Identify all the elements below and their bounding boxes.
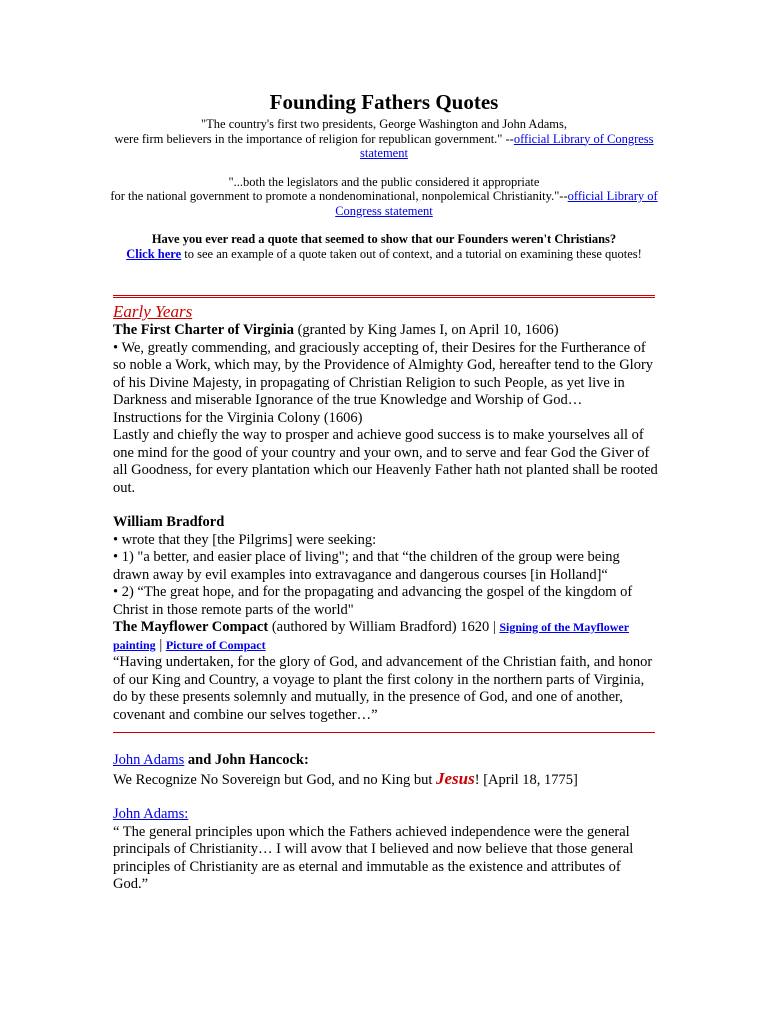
virginia-charter-title [113,322,658,340]
adams-hancock-title [113,752,658,770]
section-divider-bottom [113,732,655,733]
instructions-quote: Lastly and chiefly the way to prosper and achieve good success is to make yourselves all of one mind for the good of your country and your own, and to serve and fear God the Giver of all Goodness, for every plantation which our Heavenly Father hath not planted shall be rooted out. [113,427,658,496]
loc-statement-link-1[interactable]: official Library of Congress statement [360,131,654,160]
loc-statement-link-2[interactable]: official Library of Congress statement [335,189,658,218]
section-divider-top [113,295,655,298]
loc-quote-2-line1: "...both the legislators and the public considered it appropriate [228,174,540,189]
adams-hancock-text-before: We Recognize No Sovereign but God, and no King but [113,771,437,788]
compact-separator: | [155,636,166,653]
charter-quote: • We, greatly commending, and graciously accepting of, their Desires for the Furtherance of so noble a Work, which may, by the Providence of Almighty God, hereafter tend to the Glory of his Divine Majesty, in propagating of Christian Religion to such People, as yet live in Darkness and miserable Ignorance of the true Knowledge and Worship of God… [113,339,654,408]
bradford-name: William Bradford [113,514,225,530]
loc-quote-1 [100,117,668,161]
instructions-title: Instructions for the Virginia Colony (1606) [113,409,363,426]
loc-quote-2-line2: for the national government to promote a nondenominational, nonpolemical Christianity."-- [110,189,568,203]
adams-quotes [113,752,658,894]
click-here-link[interactable]: Click here [126,246,182,261]
compact-picture-link[interactable]: Picture of Compact [165,637,266,652]
jesus-emphasis: Jesus [436,768,475,788]
section-heading-early-years: Early Years [113,302,193,321]
out-of-context-callout [100,232,668,261]
adams-title [113,806,658,824]
compact-quote: “Having undertaken, for the glory of God, and advancement of the Christian faith, and honor of our King and Country, a voyage to plant the first colony in the northern parts of Virginia, do by these presents solemnly and mutually, in the presence of God, and one of another, covenant and combine our selves together…” [113,654,653,723]
mayflower-painting-link[interactable]: Signing of the Mayflower painting [113,620,630,652]
loc-quote-1-line1: "The country's first two presidents, George Washington and John Adams, [201,117,567,131]
bradford-line-2: • 1) "a better, and easier place of living"; and that “the children of the group were being drawn away by evil examples into extravagance and dangerous courses [in Holland]“ [113,549,620,583]
mayflower-compact-title [113,619,658,654]
john-adams-link-2[interactable]: John Adams: [113,806,189,822]
loc-quote-2 [100,175,668,219]
bradford-line-3: • 2) “The great hope, and for the propagating and advancing the gospel of the kingdom of Christ in those remote parts of the world" [113,584,633,618]
john-adams-link-1[interactable]: John Adams [113,752,185,768]
loc-quote-1-line2: were firm believers in the importance of religion for republican government." -- [114,131,514,146]
bradford-line-1: • wrote that they [the Pilgrims] were seeking: [113,531,377,548]
quotes-content [113,302,658,724]
page-header [100,90,668,261]
page-title: Founding Fathers Quotes [269,90,499,114]
question-text: Have you ever read a quote that seemed to show that our Founders weren't Christians? [151,232,617,246]
click-here-text: to see an example of a quote taken out of context, and a tutorial on examining these quotes! [181,246,642,261]
charter-note: (granted by King James I, on April 10, 1606) [293,322,559,338]
compact-note: (authored by William Bradford) 1620 | [268,619,500,635]
adams-hancock-quote [113,770,658,790]
adams-hancock-title-rest: and John Hancock: [184,752,309,768]
adams-hancock-text-after: ! [April 18, 1775] [474,771,578,788]
compact-title: The Mayflower Compact [113,619,269,635]
adams-quote: “ The general principles upon which the Fathers achieved independence were the general principals of Christianity… I will avow that I believed and now believe that those general principles of Christianity are as eternal and immutable as the existence and attributes of God.” [113,823,634,892]
charter-title: The First Charter of Virginia [113,322,294,338]
